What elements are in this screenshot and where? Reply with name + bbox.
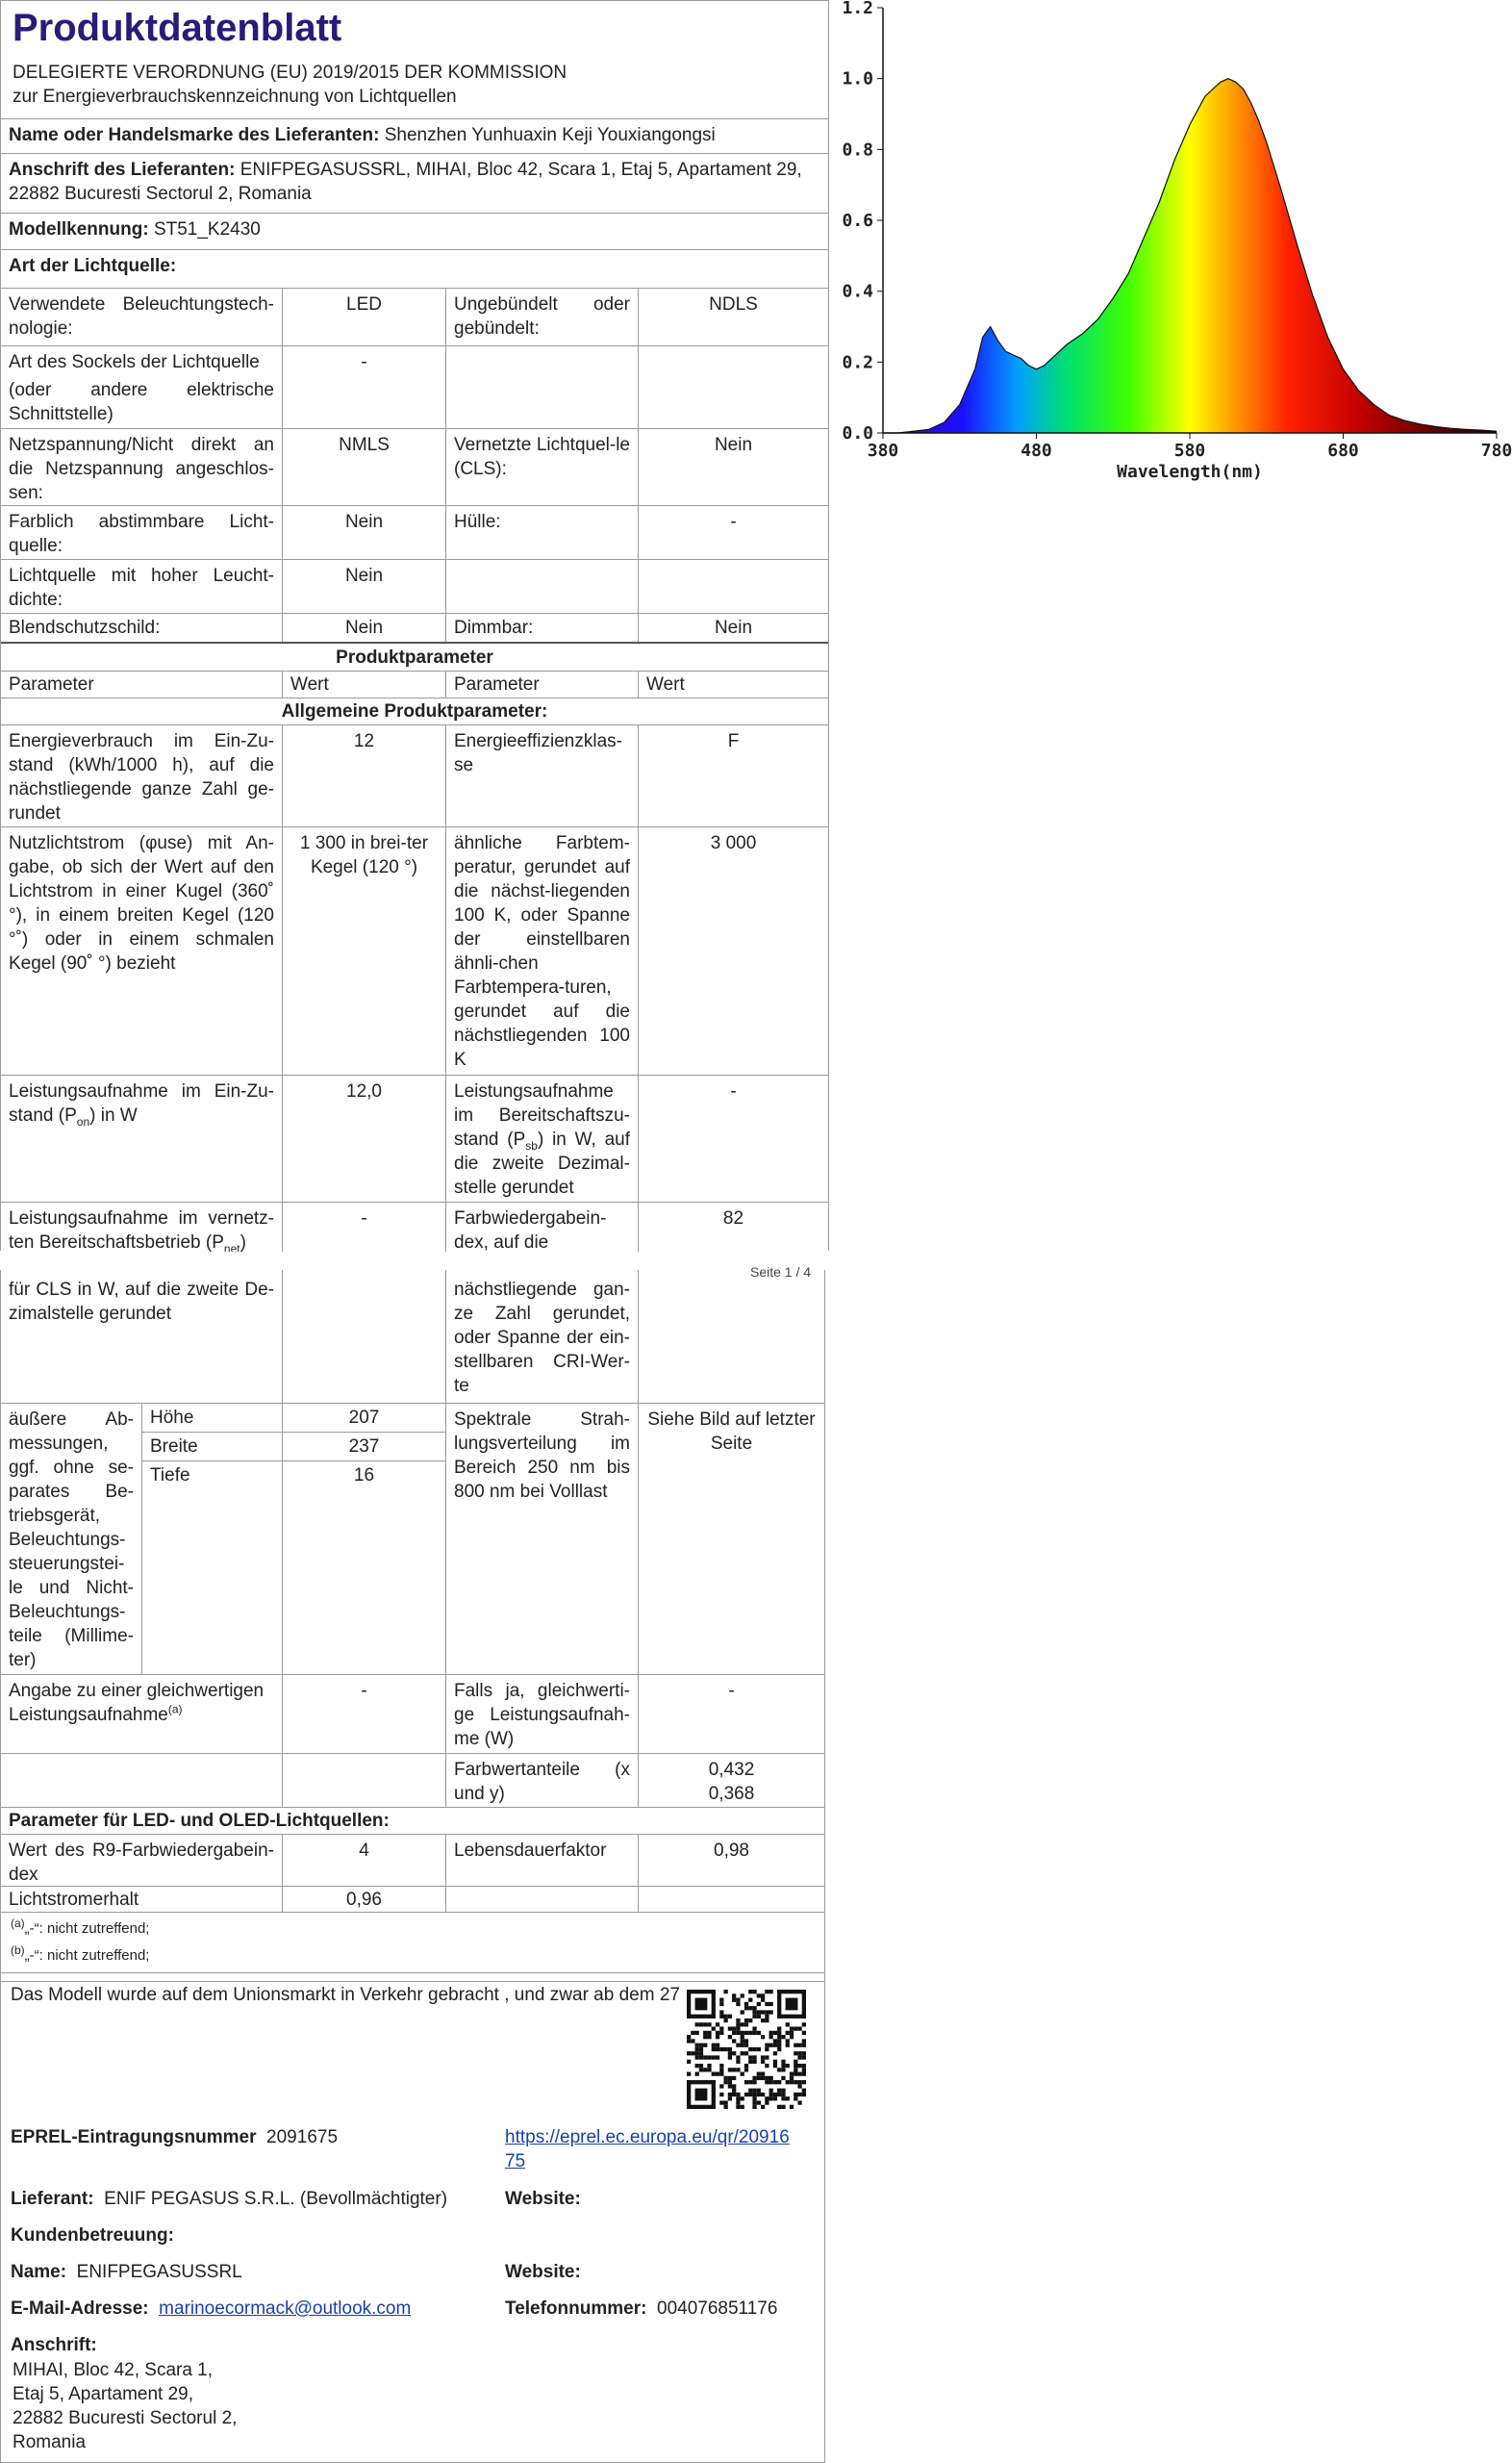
y-tick-label: 0.4 [842,281,873,302]
lightsource-type-label: Art der Lichtquelle: [9,256,177,276]
address-line: Etaj 5, Apartament 29, [13,2384,194,2404]
power-on-label: Leistungsaufnahme im Ein-Zu-stand $(P_{on})$ in W [9,1081,274,1129]
standby-power-label: Leistungsaufnahme im Bereitschaftszu-stand $(P_{sb})$ in W, auf die zweite Dezimal-stelle gerundet [445,1076,638,1202]
y-tick-label: 0.6 [842,211,873,231]
y-tick-label: 0.8 [842,140,873,161]
market-text: Das Modell wurde auf dem Unionsmarkt in Verkehr gebracht , und zwar ab dem 27 [11,1985,680,2005]
chromaticity-x: 0,432 [708,1760,755,1780]
dimensions-row [1,1403,824,1674]
flux-row [1,826,828,1075]
tunable-row [1,505,828,559]
energy-class-label: Energieeffizienzklas-se [445,725,638,826]
tech-label: Verwendete Beleuchtungstech-nologie: [9,294,274,339]
cri-value: 82 [638,1203,828,1252]
mains-value: NMLS [282,429,445,505]
x-tick-label: 580 [1173,441,1206,461]
model-label: Modellkennung: [9,219,149,240]
if-yes-label: Falls ja, gleichwerti-ge Leistungsaufnah-me (W) [445,1675,638,1753]
energy-row [1,724,828,826]
high-luminance-value: Nein [282,560,445,613]
spd-label: Spektrale Strah-lungsverteilung im Bereich 250 nm bis 800 nm bei Volllast [445,1404,638,1674]
depth-value: 16 [353,1465,375,1485]
tunable-label: Farblich abstimmbare Licht-quelle: [9,512,274,556]
depth-label: Tiefe [150,1465,190,1485]
maintenance-label: Lichtstromerhalt [9,1890,139,1910]
continued-row [1,1270,824,1403]
envelope-value: - [638,506,828,559]
general-params-row [1,698,828,724]
glare-value: Nein [282,614,445,642]
address-line: MIHAI, Bloc 42, Scara 1, [13,2360,214,2380]
customer-service-label: Kundenbetreuung: [11,2225,174,2246]
header-value-2: Wert [638,672,828,698]
networked-standby-value: - [282,1203,445,1252]
qr-code-icon[interactable] [687,1990,806,2109]
equivalent-label: Angabe zu einer gleichwertigen Leistungsaufnahme$^{(a)}$ [9,1681,265,1725]
header-param: Parameter [9,674,94,695]
networked-standby-label: Leistungsaufnahme im vernetz-ten Bereitschaftsbetrieb $(P_{net})$ [9,1208,274,1252]
bundled-label: Ungebündelt oder gebündelt: [445,289,638,345]
supplier-address-label: Anschrift des Lieferanten: [9,160,236,180]
x-tick-label: 380 [867,441,899,461]
footnote-a: $^{(a)}$„-“: nicht zutreffend; [11,1917,150,1937]
power-on-row [1,1075,828,1202]
chromaticity-label: Farbwertanteile (x und y) [445,1754,638,1807]
networked-standby-label-cont: für CLS in W, auf die zweite De-zimalstelle gerundet [9,1280,274,1324]
cct-value: 3 000 [638,827,828,1075]
r9-row [1,1834,824,1886]
bundled-value: NDLS [638,289,828,345]
x-tick-label: 680 [1327,441,1359,461]
phone-value: 004076851176 [657,2298,778,2319]
x-tick-label: 780 [1480,441,1512,461]
y-tick-label: 0.0 [842,423,873,444]
page-number: Seite 1 / 4 [750,1264,812,1280]
address-line: 22882 Bucuresti Sectorul 2, [13,2408,238,2428]
cri-label: Farbwiedergabein-dex, auf die [445,1203,638,1252]
glare-row [1,613,828,642]
address-block [13,2358,237,2454]
spectrum-area [883,79,1497,433]
general-params-title: Allgemeine Produktparameter: [281,701,548,722]
datasheet-page-1 [0,0,829,1251]
maintenance-value: 0,96 [282,1887,445,1912]
cri-label-cont: nächstliegende gan-ze Zahl gerundet, oder Spanne der ein-stellbaren CRI-Wer-te [445,1270,638,1403]
header-value: Wert [282,672,445,698]
supplier-name-value: Shenzhen Yunhuaxin Keji Youxiangongsi [384,125,716,145]
width-value: 237 [283,1433,445,1461]
dimmable-value: Nein [638,614,828,642]
socket-label: Art des Sockels der Lichtquelle [9,352,260,372]
eprel-label: EPREL-Eintragungsnummer [11,2127,257,2147]
cls-value: Nein [638,429,828,505]
lifetime-value: 0,98 [638,1835,824,1886]
supplier-address-row [1,153,828,213]
model-value: ST51_K2430 [153,219,261,240]
supplier-label: Lieferant: [11,2189,94,2209]
supplier-name-label: Name oder Handelsmarke des Lieferanten: [9,125,380,145]
supplier-name-row [1,118,828,153]
led-section-row [1,1807,824,1834]
header-param-2: Parameter [445,672,638,698]
envelope-label: Hülle: [445,506,638,559]
supplier-address-value: ENIFPEGASUSSRL, MIHAI, Bloc 42, Scara 1, Etaj 5, Apartament 29, 22882 Bucuresti Sectorul 2, Romania [9,160,802,204]
dimensions-label: äußere Ab-messungen, ggf. ohne se-parates Be-triebsgerät, Beleuchtungs-steuerungstei-le und Nicht-Beleuchtungs-teile (Millime-ter) [9,1409,134,1670]
tech-value: LED [282,289,445,345]
y-tick-label: 1.0 [842,68,873,89]
mains-label: Netzspannung/Nicht direkt an die Netzspannung angeschlos-sen: [9,435,274,503]
phone-label: Telefonnummer: [505,2298,647,2319]
socket-row [1,345,828,428]
r9-label: Wert des R9-Farbwiedergabein-dex [9,1841,274,1885]
socket-label-2: (oder andere elektrische Schnittstelle) [9,380,274,424]
equivalent-row [1,1674,824,1753]
product-section-title: Produktparameter [336,647,493,668]
email-label: E-Mail-Adresse: [11,2298,149,2319]
cct-label: ähnliche Farbtem-peratur, gerundet auf die nächst-liegenden 100 K, oder Spanne der einstellbaren ähnli-chen Farbtempera-turen, gerundet auf die nächstliegenden 100 K [445,827,638,1075]
x-tick-label: 480 [1021,441,1052,461]
mains-row [1,428,828,505]
y-tick-label: 0.2 [842,352,873,373]
email-link[interactable]: marinoecormack@outlook.com [159,2298,412,2319]
spectrum-chart [835,0,1512,491]
flux-value: 1 300 in brei-ter Kegel (120 °) [282,827,445,1075]
y-tick-label: 1.2 [842,0,873,18]
page-title: Produktdatenblatt [13,7,342,49]
led-section-title: Parameter für LED- und OLED-Lichtquellen: [9,1811,390,1831]
header-row [1,671,828,698]
product-section-row [1,642,828,671]
website-label-2: Website: [505,2262,581,2282]
tunable-value: Nein [282,506,445,559]
high-luminance-label: Lichtquelle mit hoher Leucht-dichte: [9,566,274,610]
power-on-value: 12,0 [282,1076,445,1202]
eprel-link[interactable]: https://eprel.ec.europa.eu/qr/2091675 [505,2127,790,2171]
tech-row [1,288,828,345]
energy-value: 12 [282,725,445,826]
dimmable-label: Dimmbar: [445,614,638,642]
flux-label: Nutzlichtstrom (φuse) mit An-gabe, ob sich der Wert auf den Lichtstrom in einer Kugel (360˚ °), in einem breiten Kegel (120 °˚) oder in einem schmalen Kegel (90˚ °) bezieht [9,833,274,974]
high-luminance-row [1,559,828,613]
supplier-value: ENIF PEGASUS S.R.L. (Bevollmächtigter) [104,2189,448,2209]
lifetime-label: Lebensdauerfaktor [445,1835,638,1886]
spd-value: Siehe Bild auf letzter Seite [638,1404,824,1674]
if-yes-value: - [638,1675,824,1753]
address-label: Anschrift: [11,2335,97,2355]
standby-power-value: - [638,1076,828,1202]
datasheet-page-2 [0,1270,825,1982]
model-row [1,213,828,249]
cls-label: Vernetzte Lichtquel-le (CLS): [445,429,638,505]
r9-value: 4 [282,1835,445,1886]
x-axis-label: Wavelength(nm) [1117,462,1263,482]
height-value: 207 [283,1404,445,1433]
chromaticity-y: 0,368 [708,1784,755,1804]
footnote-b: $^{(b)}$„-“: nicht zutreffend; [11,1943,150,1964]
lightsource-type-row [1,249,828,288]
networked-standby-row [1,1202,828,1252]
regulation-text: DELEGIERTE VERORDNUNG (EU) 2019/2015 DER KOMMISSION zur Energieverbrauchskennzeichnung von Lichtquellen [13,63,567,107]
socket-value: - [282,346,445,428]
energy-label: Energieverbrauch im Ein-Zu-stand (kWh/1000 h), auf die nächstliegende ganze Zahl ge-rundet [9,731,274,824]
glare-label: Blendschutzschild: [9,618,161,638]
contact-name-label: Name: [11,2262,67,2282]
height-label: Höhe [142,1404,282,1433]
chromaticity-row [1,1753,824,1807]
equivalent-value: - [282,1675,445,1753]
contact-name-value: ENIFPEGASUSSRL [76,2262,242,2282]
website-label: Website: [505,2189,581,2209]
eprel-value: 2091675 [266,2127,339,2147]
width-label: Breite [142,1433,282,1461]
maintenance-row [1,1886,824,1913]
energy-class-value: F [638,725,828,826]
address-line: Romania [13,2432,87,2452]
